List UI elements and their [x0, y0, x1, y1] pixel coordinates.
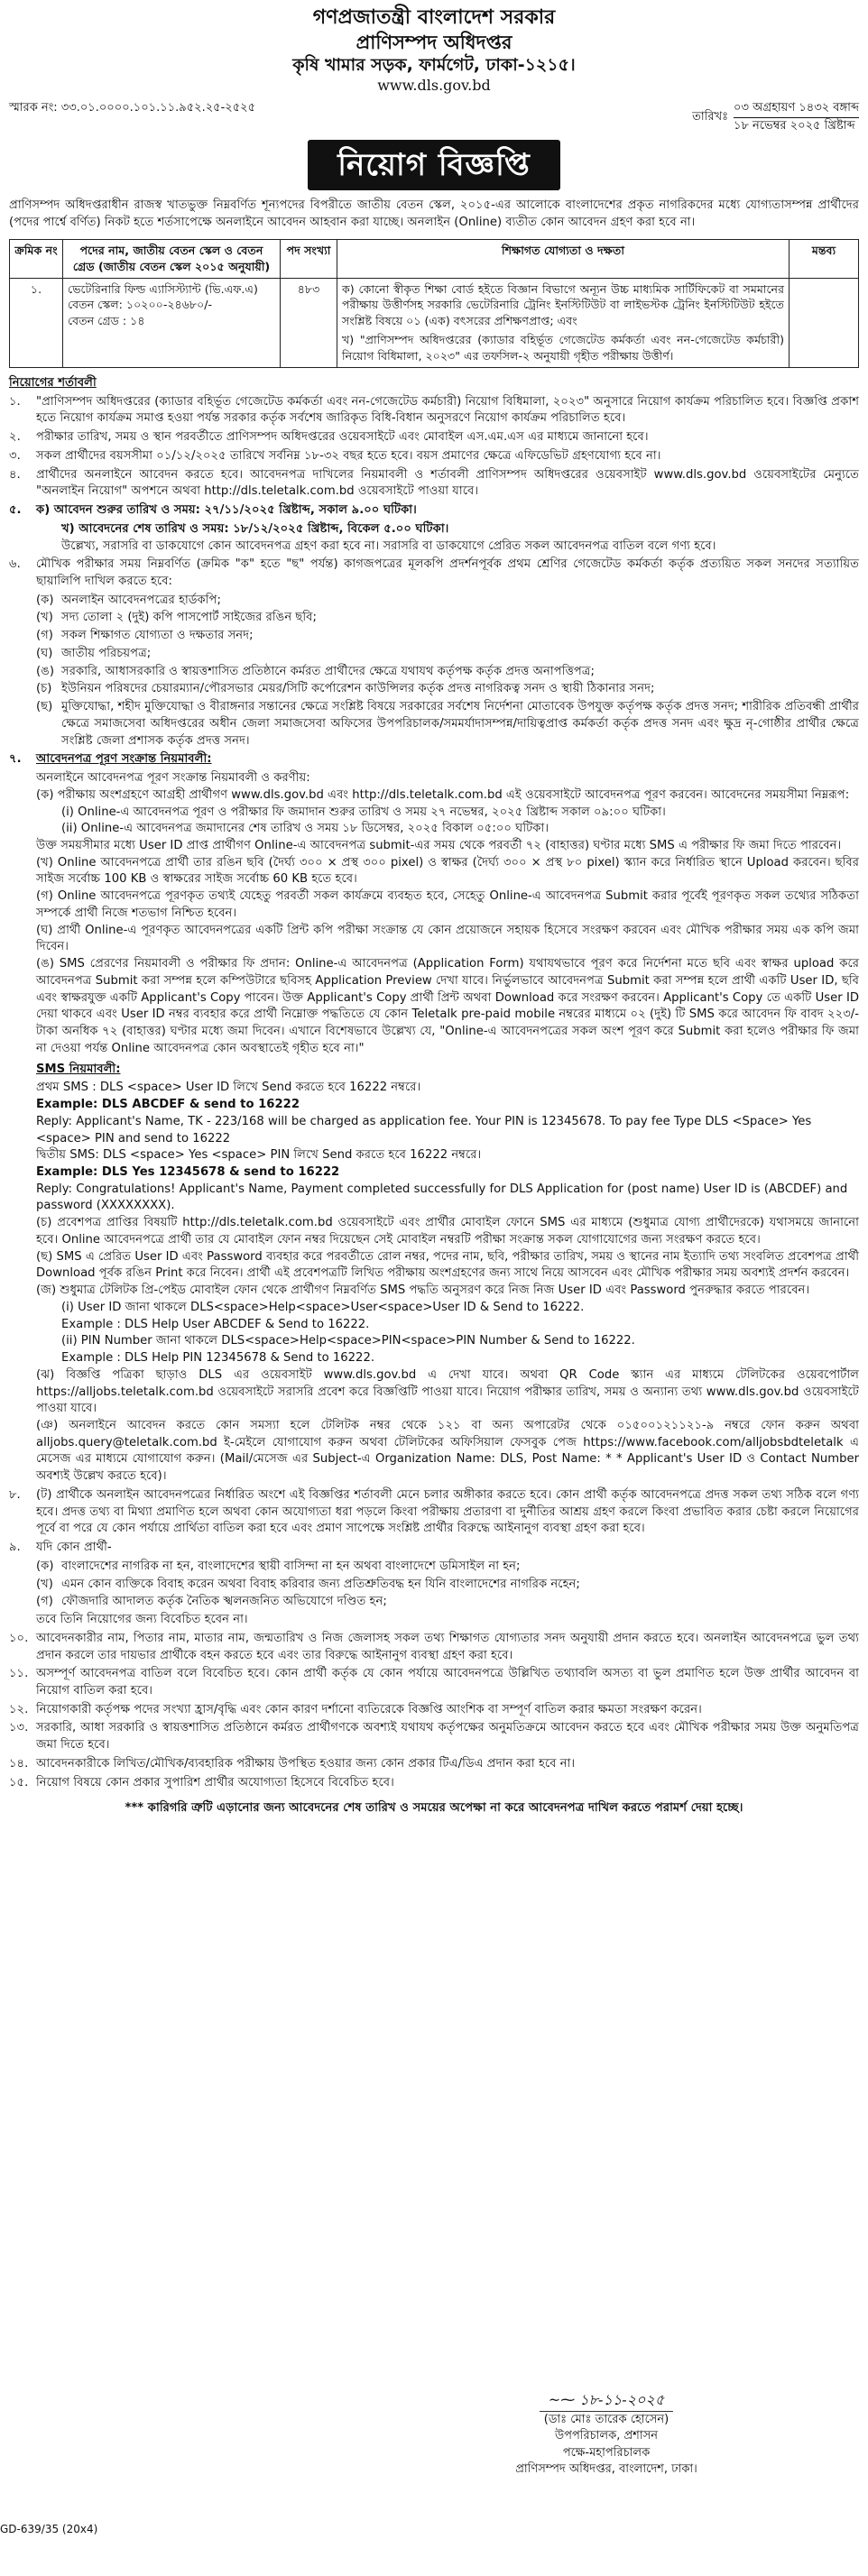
document-item — [36, 681, 859, 698]
item-text: বাংলাদেশের নাগরিক না হন, বাংলাদেশের স্থায়ী বাসিন্দা না হন অথবা বাংলাদেশে ডমিসাইল না হন; — [61, 1559, 521, 1573]
disqualification-item — [36, 1559, 859, 1576]
memo-reference: স্মারক নং: ৩৩.০১.০০০০.১০১.১১.৯৫২.২৫-২৫২৫ — [9, 101, 256, 115]
item-number: ১০. — [9, 1631, 29, 1645]
row-serial: ১. — [10, 278, 63, 367]
signature-scribble: ~⁓ ১৮-১১-২০২৫ — [540, 2390, 673, 2412]
item-number: ১১. — [9, 1667, 29, 1681]
condition-item — [9, 751, 859, 768]
post-pay-scale: বেতন স্কেল: ১০২০০-২৪৬৮০/- — [68, 298, 213, 312]
item-number: ১৪. — [9, 1756, 29, 1771]
item-text: সকল প্রার্থীদের বয়সসীমা ০১/১২/২০২৫ তারিখে সর্বনিম্ন ১৮-৩২ বছর হতে হবে। বয়স প্রমাণের ক্ষেত্রে এফিডেভিট গ্রহণযোগ্য হবে না। — [36, 448, 661, 463]
item-text: অনলাইন আবেদনপত্রের হার্ডকপি; — [61, 593, 221, 607]
signatory-title: উপপরিচালক, প্রশাসন — [555, 2429, 658, 2443]
circular-page — [9, 5, 859, 2571]
condition-item — [9, 467, 859, 501]
item-number: (ঘ) — [36, 646, 53, 660]
sms-second-reply: Reply: Congratulations! Applicant's Name, Payment completed successfully for DLS Application for (post name) User ID is (ABCDEF) and password (XXXXXXXX). — [36, 1182, 848, 1213]
recover-pin-example: Example : DLS Help PIN 12345678 & Send to 16222. — [61, 1351, 375, 1366]
condition-item — [9, 1720, 859, 1753]
conditions-title: নিয়োগের শর্তাবলী — [9, 375, 97, 390]
item-number: (ক) — [36, 1559, 54, 1573]
post-name: ভেটেরিনারি ফিল্ড এ্যাসিস্ট্যান্ট (ভি.এফ.এ) — [68, 281, 258, 296]
sms-second: দ্বিতীয় SMS: DLS <space> Yes <space> PIN লিখে Send করতে হবে 16222 নম্বরে। — [36, 1148, 482, 1163]
rule-e: (ঙ) SMS প্রেরণের নিয়মাবলী ও পরীক্ষার ফি প্রদান: Online-এ আবেদনপত্র (Application Form) যথাযথভাবে পূরণ করে নির্দেশনা মতে ছবি এবং স্বাক্ষর upload করে আবেদনপত্র Submit করা সম্পন্ন হলে কম্পিউটারে ছবিসহ Application Preview দেখা যাবে। নির্ভুলভাবে আবেদনপত্র Submit করা সম্পন্ন হলে প্রার্থী একটি User ID, ছবি এবং স্বাক্ষরযুক্ত একটি Applicant's Copy পাবেন। উক্ত Applicant's Copy প্রার্থী প্রিন্ট অথবা Download করে সংরক্ষণ করবেন। Applicant's Copy তে একটি User ID দেয়া থাকবে এবং User ID নম্বর ব্যবহার করে প্রার্থী নিম্নোক্ত পদ্ধতিতে যে কোন Teletalk pre-paid mobile নম্বরের মাধ্যমে ০২ (দুই) টি SMS করে আবেদন ফি বাবদ ২২৩/- টাকা অনধিক ৭২ (বাহাত্তর) ঘণ্টার মধ্যে জমা দিবেন। এখানে বিশেষভাবে উল্লেখ্য যে, "Online-এ আবেদনপত্রের সকল অংশ পূরণ করে Submit করা হলেও পরীক্ষার ফি জমা না দেওয়া পর্যন্ত Online আবেদনপত্র কোন অবস্থাতেই গৃহীত হবে না।" — [36, 957, 859, 1055]
item-text: মৌখিক পরীক্ষার সময় নিম্নবর্ণিত (ক্রমিক "ক" হতে "ছ" পর্যন্ত) কাগজপত্রের মূলকপি প্রদর্শনপূর্বক প্রথম শ্রেণির গেজেটেড কর্মকর্তা কর্তৃক প্রত্যয়িত সকল সনদের সত্যায়িত ছায়ালিপি দাখিল করতে হবে: — [36, 557, 859, 588]
signatory-for: পক্ষে-মহাপরিচালক — [562, 2445, 651, 2460]
item-number: ৩. — [9, 448, 21, 463]
rule-b: (খ) Online আবেদনপত্রে প্রার্থী তার রঙিন ছবি (দৈর্ঘ্য ৩০০ × প্রস্থ ৩০০ pixel) ও স্বাক্ষর (দৈর্ঘ্য ৩০০ × প্রস্থ ৮০ pixel) স্ক্যান করে নির্ধারিত স্থানে Upload করবেন। ছবির সাইজ সর্বোচ্চ 100 KB ও স্বাক্ষরের সাইজ সর্বোচ্চ 60 KB হতে হবে। — [36, 855, 859, 887]
date-label: তারিখঃ — [692, 109, 729, 124]
application-start: ক) আবেদন শুরুর তারিখ ও সময়: ২৭/১১/২০২৫ খ্রিষ্টাব্দ, সকাল ৯.০০ ঘটিকা। — [36, 503, 417, 518]
item-number: (চ) — [36, 682, 52, 696]
document-item — [36, 646, 859, 663]
signature-date: ১৮-১১-২০২৫ — [579, 2391, 665, 2408]
condition-item — [9, 1775, 859, 1792]
item-number: (ছ) — [36, 700, 53, 714]
disqualification-tail: তবে তিনি নিয়োগের জন্য বিবেচিত হবেন না। — [36, 1613, 248, 1627]
rule-a-start: (i) Online-এ আবেদনপত্র পূরণ ও পরীক্ষার ফি জমাদান শুরুর তারিখ ও সময় ২৭ নভেম্বর, ২০২৫ খ্রিষ্টাব্দ সকাল ০৯:০০ ঘটিকা। — [61, 805, 666, 819]
post-grade: বেতন গ্রেড : ১৪ — [68, 314, 145, 328]
item-number: ১৩. — [9, 1721, 29, 1735]
condition-item — [9, 502, 859, 520]
memo-date — [692, 100, 859, 134]
col-qualification: শিক্ষাগত যোগ্যতা ও দক্ষতা — [337, 239, 790, 278]
letterhead — [9, 5, 859, 97]
rule-a-note: উক্ত সময়সীমার মধ্যে User ID প্রাপ্ত প্রার্থীগণ Online-এ আবেদনপত্র submit-এর সময় থেকে পরবর্তী ৭২ (বাহাত্তর) ঘণ্টার মধ্যে SMS এ পরীক্ষার ফি জমা দিতে পারবেন। — [36, 839, 842, 853]
row-count: ৪৮৩ — [281, 278, 337, 367]
table-row — [10, 278, 859, 367]
item-text: যদি কোন প্রার্থী- — [36, 1541, 112, 1555]
item-number: (ঙ) — [36, 664, 54, 678]
item-text: "প্রাণিসম্পদ অধিদপ্তরের (ক্যাডার বহির্ভূত গেজেটেড কর্মকর্তা এবং নন-গেজেটেড কর্মচারী) নিয়োগ বিধিমালা, ২০২৩" অনুসারে নিয়োগ কার্যক্রম পরিচালিত হবে। বিজ্ঞপ্তি প্রকাশ হতে নিয়োগ কার্যক্রম সমাপ্ত হওয়া পর্যন্ত সরকার কর্তৃক সর্বশেষ জারিকৃত বিধি-বিধান অনুসরণে নিয়োগ কার্যক্রম পরিচালিত হবে। — [36, 394, 859, 426]
item-number: ২. — [9, 430, 21, 445]
signatory-name: (ডাঃ মোঃ তারেক হোসেন) — [543, 2412, 669, 2426]
department-name: প্রাণিসম্পদ অধিদপ্তর — [356, 31, 512, 53]
item-text: আবেদনকারীর নাম, পিতার নাম, মাতার নাম, জন্মতারিখ ও নিজ জেলাসহ সকল তথ্য শিক্ষাগত যোগ্যতার সনদ অনুযায়ী প্রদান করতে হবে। অনলাইন আবেদনপত্রে ভুল তথ্য প্রদান করলে তার দায়ভার প্রার্থীকে বহন করতে হবে এবং তার বিরুদ্ধে আইনানুগ ব্যবস্থা গ্রহণ করা হবে। — [36, 1631, 859, 1662]
condition-item — [9, 429, 859, 446]
item-number: ৫. — [9, 503, 22, 518]
item-number: ১২. — [9, 1702, 29, 1716]
vacancy-table — [9, 239, 859, 368]
rule-i: (ঝ) বিজ্ঞপ্তি পত্রিকা ছাড়াও DLS এর ওয়েবসাইট www.dls.gov.bd এ দেখা যাবে। অথবা QR Code স্ক্যান এর মাধ্যমে টেলিটকের ওয়েবপোর্টাল https://alljobs.teletalk.com.bd ওয়েবসাইটে সরাসরি প্রবেশ করে বিজ্ঞপ্তিটি পাওয়া যাবে। নিয়োগ পরীক্ষার তারিখ, সময় ও অন্যান্য তথ্য www.dls.gov.bd ওয়েবসাইটে পাওয়া যাবে। — [36, 1367, 859, 1416]
department-address: কৃষি খামার সড়ক, ফার্মগেট, ঢাকা-১২১৫। — [292, 54, 576, 75]
item-text: আবেদনকারীকে লিখিত/মৌখিক/ব্যবহারিক পরীক্ষায় উপস্থিত হওয়ার জন্য কোন প্রকার টিএ/ডিএ প্রদান করা হবে না। — [36, 1756, 576, 1771]
item-number: ১৫. — [9, 1775, 29, 1789]
document-item — [36, 664, 859, 681]
item-number: ৪. — [9, 467, 21, 482]
item-number: ৬. — [9, 557, 21, 572]
qualification-b: খ) "প্রাণিসম্পদ অধিদপ্তরের (ক্যাডার বহির্ভূত গেজেটেড কর্মকর্তা এবং নন-গেজেটেড কর্মচারী) নিয়োগ বিধিমালা, ২০২৩" এর তফসিল-২ অনুযায়ী গৃহীত পরীক্ষায় উত্তীর্ণ। — [342, 333, 784, 363]
rule-d: (ঘ) প্রার্থী Online-এ পূরণকৃত আবেদনপত্রের একটি প্রিন্ট কপি পরীক্ষা সংক্রান্ত যে কোন প্রয়োজনে সহায়ক হিসেবে সংরক্ষণ করবেন এবং মৌখিক পরীক্ষার সময় এক কপি জমা দিবেন। — [36, 923, 859, 954]
rule-c: (গ) Online আবেদনপত্রে পূরণকৃত তথ্যই যেহেতু পরবর্তী সকল কার্যক্রমে ব্যবহৃত হবে, সেহেতু Online-এ আবেদনপত্র Submit করার পূর্বেই পূরণকৃত সকল তথ্যের সঠিকতা সম্পর্কে প্রার্থী নিজে শতভাগ নিশ্চিত হবেন। — [36, 889, 859, 920]
condition-item — [9, 1540, 859, 1557]
rule-a: (ক) পরীক্ষায় অংশগ্রহণে আগ্রহী প্রার্থীগণ www.dls.gov.bd এবং http://dls.teletalk.com.bd এই ওয়েবসাইটে আবেদনপত্র পূরণ করবেন। আবেদনের সময়সীমা নিম্নরূপ: — [36, 787, 850, 802]
condition-item — [9, 1756, 859, 1773]
item-text: ইউনিয়ন পরিষদের চেয়ারম্যান/পৌরসভার মেয়র/সিটি কর্পোরেশন কাউন্সিলর কর্তৃক প্রদত্ত নাগরিকত্ব সনদ ও স্থায়ী ঠিকানার সনদ; — [61, 682, 655, 696]
document-item — [36, 593, 859, 610]
signatory-office: প্রাণিসম্পদ অধিদপ্তর, বাংলাদেশ, ঢাকা। — [515, 2462, 697, 2477]
vacancy-table-header — [10, 239, 859, 278]
item-number: ৮. — [9, 1487, 21, 1502]
item-text: সরকারি, আধা সরকারি ও স্বায়ত্তশাসিত প্রতিষ্ঠানে কর্মরত প্রার্থীগণকে অবশ্যই যথাযথ কর্তৃপক্ষের অনুমতিক্রমে আবেদন করতে হবে এবং মৌখিক পরীক্ষার সময় উক্ত অনুমতিপত্র জমা দিতে হবে। — [36, 1721, 859, 1753]
item-number: ৭. — [9, 752, 22, 767]
item-number: (গ) — [36, 1595, 53, 1609]
document-item — [36, 628, 859, 645]
sms-rules-title: SMS নিয়মাবলী: — [36, 1062, 121, 1076]
date-gregorian: ১৮ নভেম্বর ২০২৫ খ্রিষ্টাব্দ — [734, 118, 855, 133]
recover-pin: (ii) PIN Number জানা থাকলে DLS<space>Help<space>PIN<space>PIN Number & Send to 16222. — [61, 1334, 635, 1348]
document-item — [36, 610, 859, 627]
condition-item — [9, 557, 859, 590]
item-text: সকল শিক্ষাগত যোগ্যতা ও দক্ষতার সনদ; — [61, 629, 254, 643]
item-text: সদ্য তোলা ২ (দুই) কপি পাসপোর্ট সাইজের রঙিন ছবি; — [61, 611, 317, 625]
sms-first-reply: Reply: Applicant's Name, TK - 223/168 will be charged as application fee. Your PIN is 12345678. To pay fee Type DLS <Space> Yes <space> PIN and send to 16222 — [36, 1114, 812, 1145]
intro-paragraph: প্রাণিসম্পদ অধিদপ্তরাধীন রাজস্ব খাতভুক্ত নিম্নবর্ণিত শূন্যপদের বিপরীতে জাতীয় বেতন স্কেল, ২০১৫-এর আলোকে বাংলাদেশের প্রকৃত নাগরিকদের মধ্যে যোগ্যতাসম্পন্ন প্রার্থীদের (পদের পার্শ্বে বর্ণিত) নিকট হতে শর্তসাপেক্ষে অনলাইনে আবেদন আহবান করা যাচ্ছে। অনলাইন (Online) ব্যতীত কোন আবেদন গ্রহণ করা হবে না। — [9, 198, 859, 230]
application-rules-intro: অনলাইনে আবেদনপত্র পূরণ সংক্রান্ত নিয়মাবলী ও করণীয়: — [36, 771, 310, 786]
item-text: পরীক্ষার তারিখ, সময় ও স্থান পরবর্তীতে প্রাণিসম্পদ অধিদপ্তরের ওয়েবসাইটে এবং মোবাইল এস.এম.এস এর মাধ্যমে জানানো হবে। — [36, 430, 649, 445]
rule-h: (জ) শুধুমাত্র টেলিটক প্রি-পেইড মোবাইল ফোন থেকে প্রার্থীগণ নিম্নবর্ণিত SMS পদ্ধতি অনুসরণ করে নিজ নিজ User ID এবং Password পুনরুদ্ধার করতে পারবেন। — [36, 1283, 810, 1298]
condition-item — [9, 394, 859, 428]
col-post-name: পদের নাম, জাতীয় বেতন স্কেল ও বেতন গ্রেড (জাতীয় বেতন স্কেল ২০১৫ অনুযায়ী) — [63, 239, 281, 278]
condition-item — [9, 448, 859, 465]
item-text: (ট) প্রার্থীকে অনলাইন আবেদনপত্রের নির্ধারিত অংশে এই বিজ্ঞপ্তির শর্তাবলী মেনে চলার অঙ্গীকার করতে হবে। কোন প্রার্থী কর্তৃক আবেদনপত্রে প্রদত্ত সকল তথ্য সঠিক বলে গণ্য হবে। প্রদত্ত তথ্য বা মিথ্যা প্রমাণিত হলে অথবা কোন অযোগ্যতা ধরা পড়লে কিংবা পরীক্ষায় প্রতারণা বা দুর্নীতির আশ্রয় গ্রহণ করলে কিংবা প্রভাবিত করার চেষ্টা করলে নিয়োগের পূর্বে বা পরে যে কোন পর্যায়ে প্রার্থিতা বাতিল করা হবে এবং প্রমাণ সাপেক্ষে সংশ্লিষ্ট প্রার্থীর বিরুদ্ধে আইনানুগ ব্যবস্থা গ্রহণ করা হবে। — [36, 1487, 859, 1536]
item-number: (খ) — [36, 611, 53, 625]
row-qualification — [337, 278, 790, 367]
final-advice: *** কারিগরি ত্রুটি এড়ানোর জন্য আবেদনের শেষ তারিখ ও সময়ের অপেক্ষা না করে আবেদনপত্র দাখিল করতে পরামর্শ দেয়া হচ্ছে। — [125, 1801, 743, 1816]
disqualification-item — [36, 1594, 859, 1611]
condition-item — [9, 1702, 859, 1719]
rule-a-end: (ii) Online-এ আবেদনপত্র জমাদানের শেষ তারিখ ও সময় ১৮ ডিসেম্বর, ২০২৫ বিকাল ০৫:০০ ঘটিকা। — [61, 822, 549, 836]
rule-j: (ঞ) অনলাইনে আবেদন করতে কোন সমস্যা হলে টেলিটক নম্বর থেকে ১২১ বা অন্য অপারেটর থেকে ০১৫০০১২১১২১-৯ নম্বরে ফোন করুন অথবা alljobs.query@teletalk.com.bd ই-মেইলে যোগাযোগ করুন অথবা টেলিটকের অফিসিয়াল ফেসবুক পেজ https://www.facebook.com/alljobsbdteletalk এ মেসেজ এর মাধ্যমে যোগাযোগ করুন। (Mail/মেসেজ এর Subject-এ Organization Name: DLS, Post Name: * * Applicant's User ID ও Contact Number অবশ্যই উল্লেখ করতে হবে)। — [36, 1418, 859, 1484]
item-text: জাতীয় পরিচয়পত্র; — [61, 646, 152, 660]
application-deadline: খ) আবেদনের শেষ তারিখ ও সময়: ১৮/১২/২০২৫ খ্রিষ্টাব্দ, বিকেল ৫.০০ ঘটিকা। — [61, 521, 449, 536]
rule-f: (চ) প্রবেশপত্র প্রাপ্তির বিষয়টি http://dls.teletalk.com.bd ওয়েবসাইটে এবং প্রার্থীর মোবাইল ফোনে SMS এর মাধ্যমে (শুধুমাত্র যোগ্য প্রার্থীদেরকে) যথাসময়ে জানানো হবে। Online আবেদনপত্রে প্রার্থী তার যে মোবাইল ফোন নম্বর দিয়েছেন সেই মোবাইল নম্বরটি পরীক্ষা সংক্রান্ত সকল যোগাযোগের জন্য সংরক্ষণ করতে হবে। — [36, 1216, 859, 1247]
date-bangla: ০৩ অগ্রহায়ণ ১৪৩২ বঙ্গাব্দ — [734, 100, 859, 117]
row-post — [63, 278, 281, 367]
condition-item — [9, 1666, 859, 1699]
col-serial: ক্রমিক নং — [10, 239, 63, 278]
item-number: (গ) — [36, 629, 53, 643]
item-number: (খ) — [36, 1577, 53, 1591]
signature-block — [498, 2390, 715, 2479]
sms-second-example: Example: DLS Yes 12345678 & send to 16222 — [36, 1164, 340, 1179]
item-text: ফৌজদারি আদালত কর্তৃক নৈতিক স্খলনজনিত অভিযোগে দণ্ডিত হন; — [61, 1595, 387, 1609]
memo-row — [9, 100, 859, 134]
col-remarks: মন্তব্য — [790, 239, 859, 278]
qualification-a: ক) কোনো স্বীকৃত শিক্ষা বোর্ড হইতে বিজ্ঞান বিভাগে অন্যূন উচ্চ মাধ্যমিক সার্টিফিকেট বা সমমানের পরীক্ষায় উত্তীর্ণসহ সরকারি ভেটেরিনারি ট্রেনিং ইনস্টিটিউট বা লাইভস্টক ট্রেনিং ইনস্টিটিউট হইতে সংশ্লিষ্ট বিষয়ে ০১ (এক) বৎসরের প্রশিক্ষণপ্রাপ্ত; এবং — [342, 281, 784, 328]
circular-banner: নিয়োগ বিজ্ঞপ্তি — [308, 140, 560, 190]
item-text: আবেদনপত্র পূরণ সংক্রান্ত নিয়মাবলী: — [36, 752, 212, 767]
item-number: ১. — [9, 394, 21, 409]
item-text: অসম্পূর্ণ আবেদনপত্র বাতিল বলে বিবেচিত হবে। কোন প্রার্থী কর্তৃক যে কোন পর্যায়ে আবেদনপত্রে উল্লিখিত তথ্যাবলি অসত্য বা ভুল প্রমাণিত হলে উক্ত প্রার্থীর আবেদন বা নিয়োগ বাতিল করা হবে। — [36, 1667, 859, 1697]
item-text: নিয়োগ বিষয়ে কোন প্রকার সুপারিশ প্রার্থীর অযোগ্যতা হিসেবে বিবেচিত হবে। — [36, 1775, 394, 1789]
item-text: এমন কোন ব্যক্তিকে বিবাহ করেন অথবা বিবাহ করিবার জন্য প্রতিশ্রুতিবদ্ধ হন যিনি বাংলাদেশের নাগরিক নহেন; — [61, 1577, 580, 1591]
item-text: সরকারি, আধাসরকারি ও স্বায়ত্তশাসিত প্রতিষ্ঠানে কর্মরত প্রার্থীদের ক্ষেত্রে যথাযথ কর্তৃপক্ষ কর্তৃক প্রদত্ত অনাপত্তিপত্র; — [61, 664, 595, 678]
govt-name: গণপ্রজাতন্ত্রী বাংলাদেশ সরকার — [312, 6, 556, 29]
item-text: মুক্তিযোদ্ধা, শহীদ মুক্তিযোদ্ধা ও বীরাঙ্গনার সন্তানের ক্ষেত্রে সংশ্লিষ্ট বিষয়ে সরকারের সর্বশেষ নির্দেশনা মোতাবেক উপযুক্ত কর্তৃপক্ষ কর্তৃক প্রদত্ত সনদ; শারীরিক প্রতিবন্ধী প্রার্থীর ক্ষেত্রে সমাজসেবা অধিদপ্তরের অধীন জেলা সমাজসেবা অফিসের উপপরিচালক/সমমর্যাদাসম্পন্ন/দায়িত্বপ্রাপ্ত কর্মকর্তা কর্তৃক প্রদত্ত সনদ এবং ক্ষুদ্র নৃ-গোষ্ঠীর প্রার্থীর ক্ষেত্রে সংশ্লিষ্ট জেলা প্রশাসক কর্তৃক প্রদত্ত সনদ। — [61, 700, 859, 748]
recover-userid-example: Example : DLS Help User ABCDEF & Send to 16222. — [61, 1317, 370, 1331]
item-number: (ক) — [36, 593, 54, 607]
sms-first-example: Example: DLS ABCDEF & send to 16222 — [36, 1098, 300, 1112]
row-remarks — [790, 278, 859, 367]
condition-item — [9, 1487, 859, 1538]
recover-userid: (i) User ID জানা থাকলে DLS<space>Help<space>User<space>User ID & Send to 16222. — [61, 1300, 585, 1314]
gd-number: GD-639/35 (20x4) — [0, 2523, 98, 2535]
condition-item — [9, 1631, 859, 1664]
item-text: প্রার্থীদের অনলাইনে আবেদন করতে হবে। আবেদনপত্র দাখিলের নিয়মাবলী ও শর্তাবলী প্রাণিসম্পদ অধিদপ্তরের ওয়েবসাইট www.dls.gov.bd ওয়েবসাইটের মেন্যুতে "অনলাইন নিয়োগ" অপশনে অথবা http://dls.teletalk.com.bd ওয়েবসাইটে পাওয়া যাবে। — [36, 467, 859, 499]
sms-first: প্রথম SMS : DLS <space> User ID লিখে Send করতে হবে 16222 নম্বরে। — [36, 1081, 421, 1095]
document-item — [36, 699, 859, 750]
col-post-count: পদ সংখ্যা — [281, 239, 337, 278]
item-text: নিয়োগকারী কর্তৃপক্ষ পদের সংখ্যা হ্রাস/বৃদ্ধি এবং কোন কারণ দর্শানো ব্যতিরেকে বিজ্ঞপ্তি আংশিক বা সম্পূর্ণ বাতিল করার ক্ষমতা সংরক্ষণ করেন। — [36, 1702, 702, 1716]
item-number: ৯. — [9, 1541, 21, 1555]
rule-g: (ছ) SMS এ প্রেরিত User ID এবং Password ব্যবহার করে পরবর্তীতে রোল নম্বর, পদের নাম, ছবি, পরীক্ষার তারিখ, সময় ও স্থানের নাম ইত্যাদি তথ্য সংবলিত প্রবেশপত্র প্রার্থী Download পূর্বক রঙিন Print করে নিবেন। প্রার্থী এই প্রবেশপত্রটি লিখিত পরীক্ষায় অংশগ্রহণের জন্য সাথে নিয়ে আসবেন এবং মৌখিক পরীক্ষার সময় অবশ্যই প্রদর্শন করবেন। — [36, 1249, 859, 1281]
application-note: উল্লেখ্য, সরাসরি বা ডাকযোগে কোন আবেদনপত্র গ্রহণ করা হবে না। সরাসরি বা ডাকযোগে প্রেরিত সকল আবেদনপত্র বাতিল বলে গণ্য হবে। — [61, 538, 716, 553]
department-website[interactable]: www.dls.gov.bd — [377, 77, 491, 95]
disqualification-item — [36, 1577, 859, 1594]
